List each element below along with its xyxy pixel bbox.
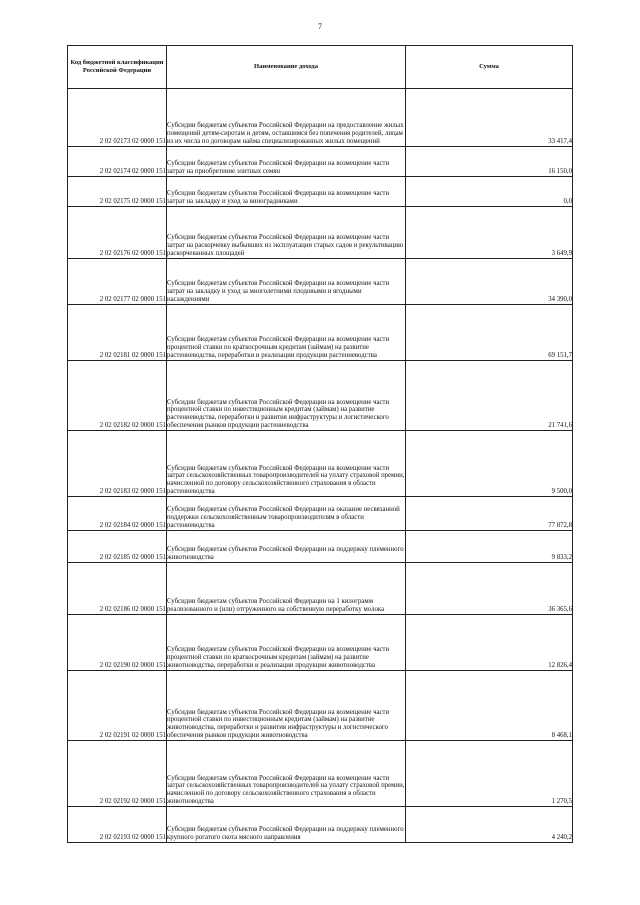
table-row: [68, 177, 573, 207]
header-name: Наименование дохода: [167, 46, 406, 89]
row-code: 2 02 02176 02 0000 151: [68, 207, 167, 259]
row-code: 2 02 02181 02 0000 151: [68, 305, 167, 361]
row-name: Субсидии бюджетам субъектов Российской Федерации на возмещение части затрат на раскорчевку выбывших из эксплуатации старых садов и рекультивацию раскорчеванных площадей: [167, 207, 406, 259]
row-name: Субсидии бюджетам субъектов Российской Федерации на поддержку племенного крупного рогатого скота мясного направления: [167, 807, 406, 843]
row-name: Субсидии бюджетам субъектов Российской Федерации на возмещение части затрат сельскохозяйственных товаропроизводителей на уплату страховой премии, начисленной по договору сельскохозяйственного страхования в области животноводства: [167, 741, 406, 807]
row-code: 2 02 02175 02 0000 151: [68, 177, 167, 207]
header-code: Код бюджетной классификации Российской Федерации: [68, 46, 167, 89]
row-code: 2 02 02177 02 0000 151: [68, 259, 167, 305]
row-amount: 3 649,9: [406, 207, 573, 259]
row-code: 2 02 02173 02 0000 151: [68, 89, 167, 147]
row-amount: 8 468,1: [406, 671, 573, 741]
page-number: 7: [318, 22, 322, 31]
row-name: Субсидии бюджетам субъектов Российской Федерации на предоставление жилых помещений детям-сиротам и детям, оставшимся без попечения родителей, лицам из их числа по договорам найма специализированных жилых помещений: [167, 89, 406, 147]
row-amount: 9 500,0: [406, 431, 573, 497]
row-name: Субсидии бюджетам субъектов Российской Федерации на возмещение части процентной ставки по инвестиционным кредитам (займам) на развитие животноводства, переработки и развития инфраструктуры и логистического обеспечения рынков продукции животноводства: [167, 671, 406, 741]
row-code: 2 02 02191 02 0000 151: [68, 671, 167, 741]
row-code: 2 02 02183 02 0000 151: [68, 431, 167, 497]
row-name: Субсидии бюджетам субъектов Российской Федерации на возмещение части процентной ставки по краткосрочным кредитам (займам) на развитие животноводства, переработки и реализации продукции животноводства: [167, 615, 406, 671]
row-name: Субсидии бюджетам субъектов Российской Федерации на возмещение части процентной ставки по инвестиционным кредитам (займам) на развитие растениеводства, переработки и развития инфраструктуры и логистического обеспечения рынков продукции растениеводства: [167, 361, 406, 431]
row-name: Субсидии бюджетам субъектов Российской Федерации на возмещение части затрат на закладку и уход за виноградниками: [167, 177, 406, 207]
row-name: Субсидии бюджетам субъектов Российской Федерации на оказание несвязанной поддержки сельскохозяйственным товаропроизводителям в области растениеводства: [167, 497, 406, 531]
table-row: [68, 807, 573, 843]
row-code: 2 02 02190 02 0000 151: [68, 615, 167, 671]
row-code: 2 02 02186 02 0000 151: [68, 563, 167, 615]
row-code: 2 02 02174 02 0000 151: [68, 147, 167, 177]
row-code: 2 02 02193 02 0000 151: [68, 807, 167, 843]
table-row: [68, 563, 573, 615]
row-amount: 1 270,5: [406, 741, 573, 807]
row-amount: 0,0: [406, 177, 573, 207]
row-name: Субсидии бюджетам субъектов Российской Федерации на возмещение части затрат сельскохозяйственных товаропроизводителей на уплату страховой премии, начисленной по договору сельскохозяйственного страхования в области растениеводства: [167, 431, 406, 497]
budget-table: [67, 45, 573, 843]
row-amount: 36 365,6: [406, 563, 573, 615]
table-row: [68, 741, 573, 807]
row-code: 2 02 02192 02 0000 151: [68, 741, 167, 807]
row-amount: 21 741,6: [406, 361, 573, 431]
row-amount: 69 151,7: [406, 305, 573, 361]
table-row: [68, 361, 573, 431]
row-amount: 9 833,2: [406, 531, 573, 563]
table-row: [68, 497, 573, 531]
table-body: [68, 89, 573, 843]
table-row: [68, 531, 573, 563]
row-name: Субсидии бюджетам субъектов Российской Федерации на 1 килограмм реализованного и (или) отгруженного на собственную переработку молока: [167, 563, 406, 615]
table-row: [68, 89, 573, 147]
row-amount: 34 390,0: [406, 259, 573, 305]
row-amount: 33 417,4: [406, 89, 573, 147]
row-name: Субсидии бюджетам субъектов Российской Федерации на возмещение части затрат на закладку и уход за многолетними плодовыми и ягодными насаждениями: [167, 259, 406, 305]
row-amount: 16 150,0: [406, 147, 573, 177]
row-amount: 77 872,8: [406, 497, 573, 531]
row-amount: 12 826,4: [406, 615, 573, 671]
table-row: [68, 305, 573, 361]
row-code: 2 02 02182 02 0000 151: [68, 361, 167, 431]
table-row: [68, 431, 573, 497]
table-header-row: [68, 46, 573, 89]
row-amount: 4 240,2: [406, 807, 573, 843]
row-name: Субсидии бюджетам субъектов Российской Федерации на поддержку племенного животноводства: [167, 531, 406, 563]
row-name: Субсидии бюджетам субъектов Российской Федерации на возмещение части затрат на приобретение элитных семян: [167, 147, 406, 177]
table-row: [68, 671, 573, 741]
row-code: 2 02 02184 02 0000 151: [68, 497, 167, 531]
table-row: [68, 259, 573, 305]
table-row: [68, 615, 573, 671]
table-row: [68, 147, 573, 177]
header-amount: Сумма: [406, 46, 573, 89]
table-row: [68, 207, 573, 259]
row-name: Субсидии бюджетам субъектов Российской Федерации на возмещение части процентной ставки по краткосрочным кредитам (займам) на развитие растениеводства, переработки и реализации продукции растениеводства: [167, 305, 406, 361]
row-code: 2 02 02185 02 0000 151: [68, 531, 167, 563]
